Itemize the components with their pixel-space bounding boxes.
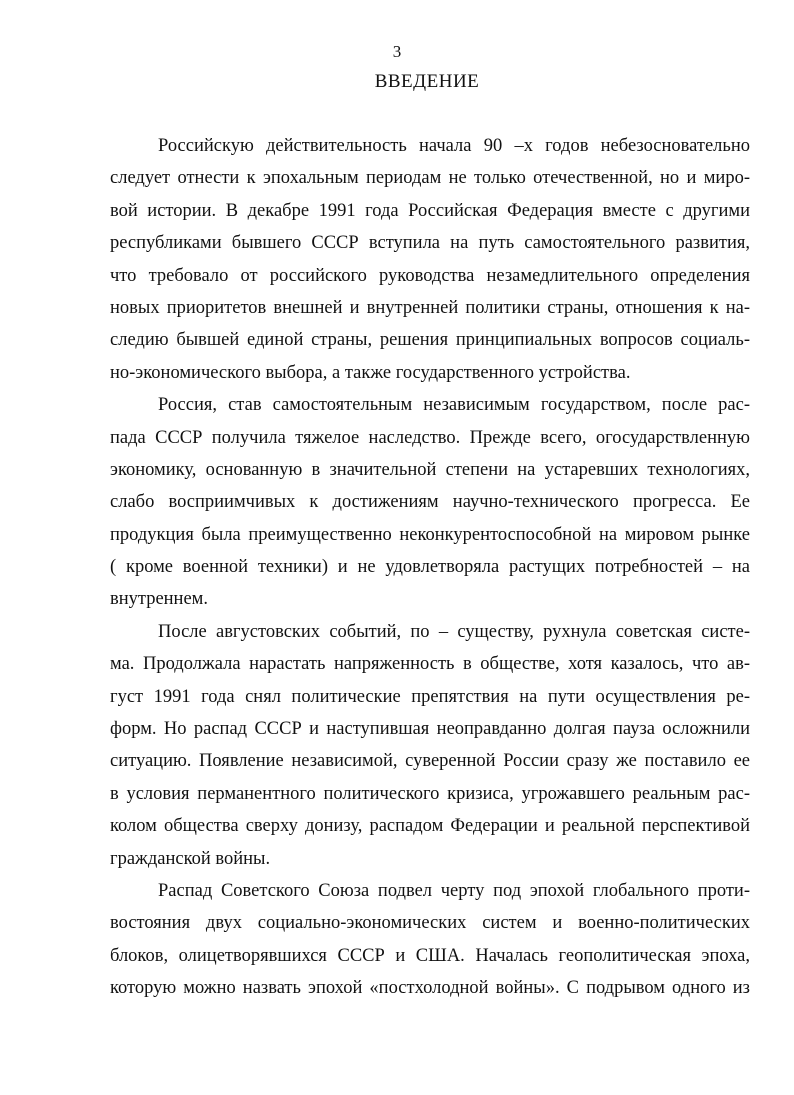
text-line: ( кроме военной техники) и не удовлетворяла растущих потребностей – на: [110, 557, 750, 578]
text-line: в условия перманентного политического кризиса, угрожавшего реальным рас-: [110, 783, 750, 804]
text-line: экономику, основанную в значительной степени на устаревших технологиях,: [110, 459, 750, 480]
text-line: ситуацию. Появление независимой, суверенной России сразу же поставило ее: [110, 751, 750, 772]
text-line: пада СССР получила тяжелое наследство. Прежде всего, огосударствленную: [110, 427, 750, 448]
text-line: востояния двух социально-экономических систем и военно-политических: [110, 913, 750, 934]
text-line: форм. Но распад СССР и наступившая неоправданно долгая пауза осложнили: [110, 719, 750, 740]
text-line: вой истории. В декабре 1991 года Российская Федерация вместе с другими: [110, 200, 750, 221]
text-line: что требовало от российского руководства незамедлительного определения: [110, 265, 750, 286]
text-line: гражданской войны.: [110, 848, 271, 869]
text-line: После августовских событий, по – существу, рухнула советская систе-: [158, 621, 750, 642]
paragraph: [110, 616, 750, 875]
text-line: густ 1991 года снял политические препятствия на пути осуществления ре-: [110, 686, 750, 707]
text-line: республиками бывшего СССР вступила на путь самостоятельного развития,: [110, 233, 750, 254]
text-line: новых приоритетов внешней и внутренней политики страны, отношения к на-: [110, 297, 750, 318]
paragraph: [110, 389, 750, 616]
text-line: следию бывшей единой страны, решения принципиальных вопросов социаль-: [110, 330, 750, 351]
text-line: внутреннем.: [110, 589, 209, 610]
body-text: [110, 130, 750, 1005]
paragraph: [110, 875, 750, 1005]
text-line: колом общества сверху донизу, распадом Федерации и реальной перспективой: [110, 816, 750, 837]
section-heading: ВВЕДЕНИЕ: [374, 71, 480, 92]
text-line: которую можно назвать эпохой «постхолодной войны». С подрывом одного из: [110, 978, 750, 999]
text-line: слабо восприимчивых к достижениям научно-технического прогресса. Ее: [110, 492, 750, 513]
text-line: ма. Продолжала нарастать напряженность в обществе, хотя казалось, что ав-: [110, 654, 750, 675]
text-line: Распад Советского Союза подвел черту под эпохой глобального проти-: [158, 880, 750, 901]
text-line: Российскую действительность начала 90 –х годов небезосновательно: [158, 136, 750, 156]
text-line: следует отнести к эпохальным периодам не только отечественной, но и миро-: [110, 168, 750, 189]
page-number: 3: [392, 42, 402, 61]
text-line: Россия, став самостоятельным независимым государством, после рас-: [158, 395, 750, 416]
text-line: но-экономического выбора, а также государственного устройства.: [110, 362, 631, 383]
text-line: блоков, олицетворявшихся СССР и США. Началась геополитическая эпоха,: [110, 945, 750, 966]
paragraph: [110, 130, 750, 389]
text-line: продукция была преимущественно неконкурентоспособной на мировом рынке: [110, 524, 750, 545]
